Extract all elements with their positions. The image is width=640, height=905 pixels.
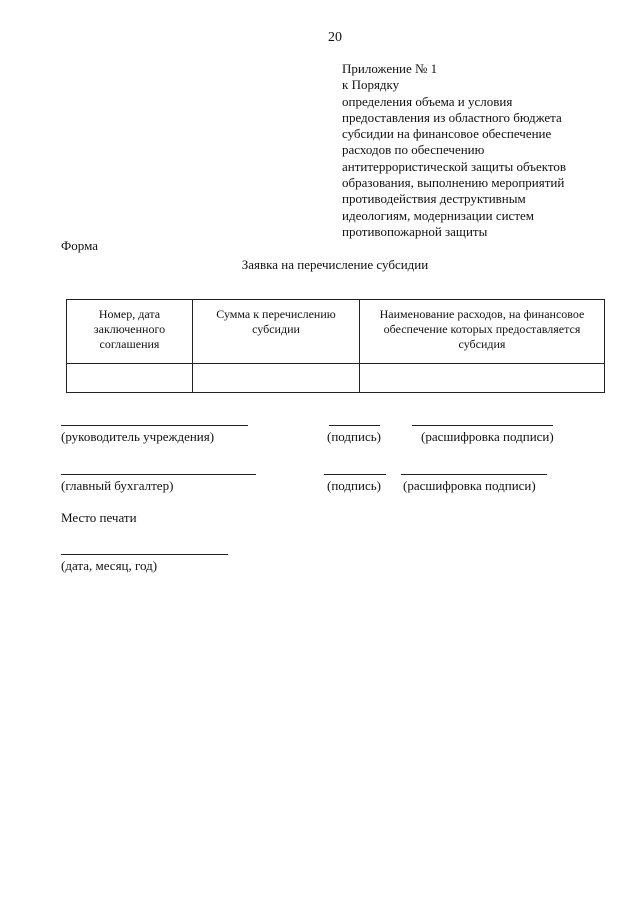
annex-line: определения объема и условия	[342, 93, 513, 109]
annex-line: образования, выполнению мероприятий	[342, 175, 565, 191]
accountant-signature-caption: (подпись)	[327, 478, 381, 493]
table-row	[67, 364, 605, 393]
header-agreement: Номер, дата заключенного соглашения	[67, 300, 193, 364]
date-line	[61, 554, 228, 555]
cell-expenses[interactable]	[360, 364, 605, 393]
accountant-decoding-line	[401, 474, 547, 475]
accountant-role-caption: (главный бухгалтер)	[61, 478, 174, 493]
annex-line: предоставления из областного бюджета	[342, 109, 562, 125]
annex-line: противодействия деструктивным	[342, 191, 526, 207]
accountant-decoding-caption: (расшифровка подписи)	[403, 478, 536, 493]
stamp-place: Место печати	[61, 510, 137, 525]
head-signature-line	[329, 425, 380, 426]
table-header-row	[67, 300, 605, 364]
head-signature-caption: (подпись)	[327, 429, 381, 444]
annex-line: расходов по обеспечению	[342, 142, 485, 158]
annex-line: антитеррористической защиты объектов	[342, 158, 567, 174]
annex-line: к Порядку	[342, 77, 400, 93]
annex-header	[342, 61, 622, 240]
date-caption: (дата, месяц, год)	[61, 558, 158, 573]
document-title: Заявка на перечисление субсидии	[241, 257, 429, 272]
request-table	[66, 299, 605, 393]
page-number: 20	[328, 30, 342, 45]
header-expenses: Наименование расходов, на финансовое обеспечение которых предоставляется субсидия	[360, 300, 605, 364]
annex-line: идеологиям, модернизации систем	[342, 207, 535, 223]
cell-agreement[interactable]	[67, 364, 193, 393]
form-label: Форма	[61, 238, 98, 253]
header-amount: Сумма к перечислению субсидии	[193, 300, 360, 364]
annex-line: субсидии на финансовое обеспечение	[342, 126, 552, 142]
accountant-signature-line	[324, 474, 386, 475]
head-decoding-caption: (расшифровка подписи)	[421, 429, 554, 444]
annex-line: противопожарной защиты	[342, 223, 488, 239]
head-role-caption: (руководитель учреждения)	[61, 429, 215, 444]
head-role-line	[61, 425, 248, 426]
head-decoding-line	[412, 425, 553, 426]
cell-amount[interactable]	[193, 364, 360, 393]
annex-line: Приложение № 1	[342, 61, 438, 76]
accountant-role-line	[61, 474, 256, 475]
